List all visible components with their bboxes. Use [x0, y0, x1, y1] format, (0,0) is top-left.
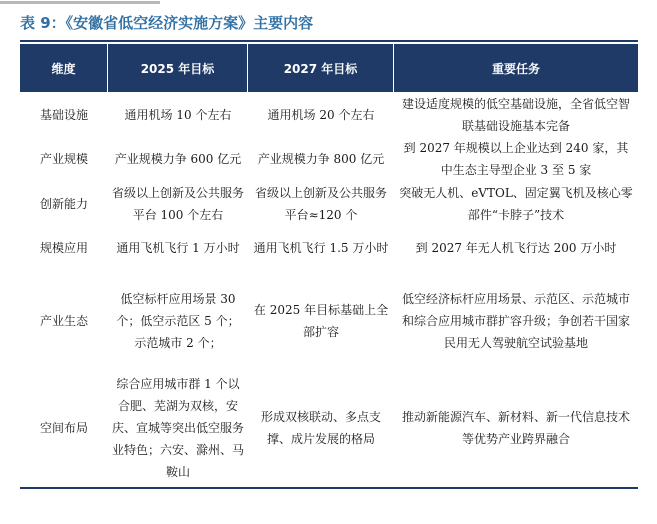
- cell-task: 到 2027 年无人机飞行达 200 万小时: [415, 241, 617, 255]
- cell-goal-2025: 综合应用城市群 1 个以合肥、芜湖为双核，安庆、宣城等突出低空服务业特色；六安、滁州、马鞍山: [112, 377, 245, 479]
- cell-task: 建设适度规模的低空基础设施，全省低空智联基础设施基本完备: [401, 96, 630, 133]
- table-top-rule: [20, 40, 638, 42]
- header-key-tasks: 重要任务: [491, 61, 540, 76]
- cell-task: 低空经济标杆应用场景、示范区、示范城市和综合应用城市群扩容升级；争创若干国家民用无人驾驶航空试验基地: [401, 291, 630, 350]
- cell-goal-2027: 产业规模力争 800 亿元: [257, 152, 385, 166]
- table-row: [20, 226, 638, 270]
- table-header-row: [20, 44, 638, 92]
- cell-goal-2027: 在 2025 年目标基础上全部扩容: [253, 302, 389, 339]
- cell-dimension: 产业生态: [39, 313, 88, 328]
- header-goal-2025: 2025 年目标: [108, 44, 248, 92]
- table-row: [20, 137, 638, 181]
- cell-dimension: 空间布局: [39, 421, 88, 435]
- cell-task: 到 2027 年规模以上企业达到 240 家，其中生态主导型企业 3 至 5 家: [403, 141, 629, 177]
- cell-goal-2027: 省级以上创新及公共服务平台≈120 个: [254, 185, 387, 222]
- cell-goal-2027: 通用机场 20 个左右: [267, 107, 375, 122]
- cell-task: 突破无人机、eVTOL、固定翼飞机及核心零部件“卡脖子”技术: [399, 185, 633, 222]
- header-goal-2027: 2027 年目标: [248, 44, 394, 92]
- cell-dimension: 产业规模: [39, 152, 88, 166]
- cell-goal-2027: 通用飞机飞行 1.5 万小时: [253, 241, 389, 255]
- cell-goal-2025: 省级以上创新及公共服务平台 100 个左右: [112, 185, 245, 222]
- cell-task: 推动新能源汽车、新材料、新一代信息技术等优势产业跨界融合: [401, 410, 630, 446]
- cropped-text-fragment: [0, 0, 160, 6]
- cell-dimension: 基础设施: [39, 107, 88, 122]
- cell-dimension: 创新能力: [39, 196, 88, 211]
- cell-dimension: 规模应用: [39, 241, 88, 255]
- table-row: [20, 92, 638, 137]
- table-row: [20, 181, 638, 226]
- table-caption: 表 9：《安徽省低空经济实施方案》主要内容: [20, 14, 314, 32]
- cell-goal-2025: 通用飞机飞行 1 万小时: [116, 241, 240, 255]
- table-row: [20, 371, 638, 485]
- policy-table: [20, 44, 638, 489]
- cell-goal-2025: 通用机场 10 个左右: [124, 107, 232, 122]
- cell-goal-2025: 产业规模力争 600 亿元: [114, 152, 242, 166]
- table-bottom-rule: [20, 487, 638, 489]
- cell-goal-2027: 形成双核联动、多点支撑、成片发展的格局: [260, 410, 381, 446]
- cell-goal-2025: 低空标杆应用场景 30 个；低空示范区 5 个；示范城市 2 个；: [116, 291, 240, 350]
- table-row: [20, 270, 638, 371]
- header-dimension: 维度: [20, 44, 108, 92]
